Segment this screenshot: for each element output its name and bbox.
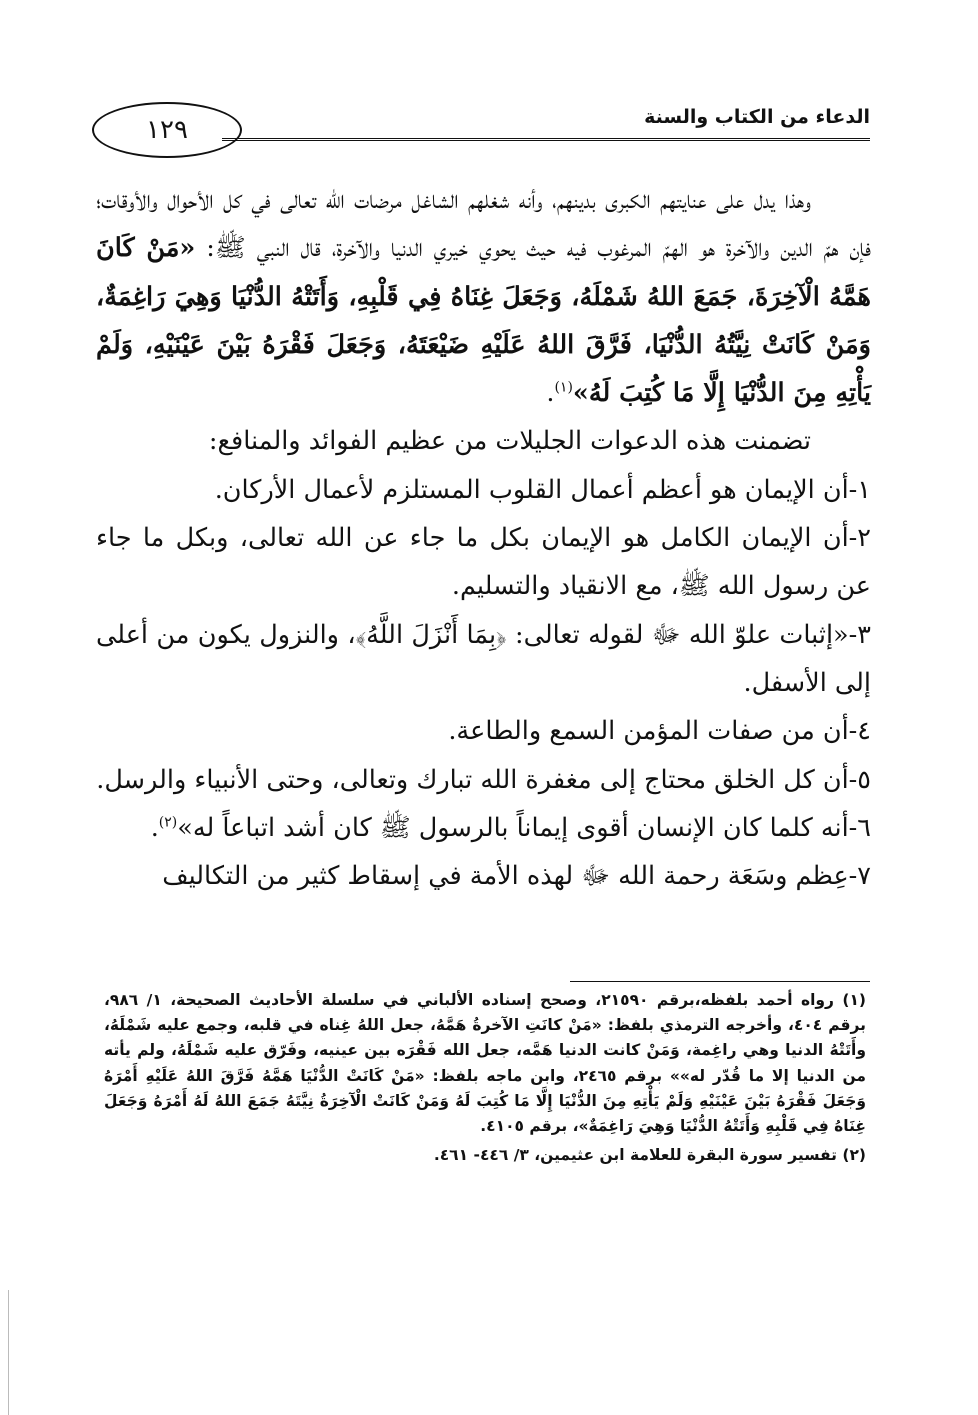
scan-edge-line xyxy=(8,1290,9,1415)
item-text: عِظم وسَعَة رحمة الله ﷻ لهذه الأمة في إسقاط كثير من التكاليف xyxy=(162,861,849,892)
benefits-intro: تضمنت هذه الدعوات الجليلات من عظيم الفوائد والمنافع: xyxy=(208,426,811,457)
hadith-quote: «مَنْ كَانَ هَمَّهُ الْآخِرَةَ، جَمَعَ اللهُ شَمْلَهُ، وَجَعَلَ غِنَاهُ فِي قَلْبِهِ، وَأَتَتْهُ الدُّنْيَا وَهِيَ رَاغِمَةٌ، وَمَنْ كَانَتْ نِيَّتُهُ الدُّنْيَا، فَرَّقَ اللهُ عَلَيْهِ ضَيْعَتَهُ، وَجَعَلَ فَقْرَهُ بَيْنَ عَيْنَيْهِ، وَلَمْ يَأْتِهِ مِنَ الدُّنْيَا إِلَّا مَا كُتِبَ لَهُ» xyxy=(96,233,871,409)
running-title: الدعاء من الكتاب والسنة xyxy=(644,106,870,128)
item-end: . xyxy=(150,812,159,843)
list-item xyxy=(96,514,871,611)
list-item xyxy=(96,756,871,804)
header-rule xyxy=(222,138,870,141)
item-number: ٦- xyxy=(848,812,871,843)
footnote-1: (١) رواه أحمد بلفظه،برقم ٢١٥٩٠، وصحح إسناده الألباني في سلسلة الأحاديث الصحيحة، ١/ ٩٨٦، برقم ٤٠٤، وأخرجه الترمذي بلفظ: «مَنْ كانَتِ الآخرةُ هَمَّهُ، جعل اللهُ غِناه في قلبه، وجمع عليه شَمْلَهُ، وأَتَتْهُ الدنيا وهي راغِمة، وَمَنْ كانت الدنيا هَمَّه، جعل الله فَقْرَه بين عينيه، وفَرّق عليه شَمْلَهُ، ولم يأته من الدنيا إلا ما قُدّر له»» برقم ٢٤٦٥، وابن ماجه بلفظ: «مَنْ كَانَتْ الدُّنْيَا هَمَّهُ فَرَّقَ اللهُ عَلَيْهِ أَمْرَهُ وَجَعَلَ فَقْرَهُ بَيْنَ عَيْنَيْهِ وَلَمْ يَأْتِهِ مِنَ الدُّنْيَا إِلَّا مَا كُتِبَ لَهُ وَمَنْ كَانَتْ الْآخِرَةُ نِيَّتَهُ جَمَعَ اللهُ لَهُ أَمْرَهُ وَجَعَلَ غِنَاهُ فِي قَلْبِهِ وَأَتَتْهُ الدُّنْيَا وَهِيَ رَاغِمَةٌ»، برقم ٤١٠٥. xyxy=(104,991,867,1136)
item-text: أن كل الخلق محتاج إلى مغفرة الله تبارك وتعالى، وحتى الأنبياء والرسل. xyxy=(96,764,849,795)
footnote-separator xyxy=(570,981,870,982)
item-number: ٥- xyxy=(848,764,871,795)
item-text: «إثبات علوّ الله ﷻ لقوله تعالى: ﴿بِمَا أَنْزَلَ اللَّهُ﴾، والنزول يكون من أعلى إلى الأسفل. xyxy=(96,619,871,698)
hadith-end: . xyxy=(546,378,555,409)
list-item xyxy=(96,466,871,514)
intro-text: وهذا يدل على عنايتهم الكبرى بدينهم، وأنه شغلهم الشاغل مرضات الله تعالى في كل الأحوال والأوقات؛ فإن همّ الدين والآخرة هو الهمّ المرغوب فيه حيث يحوي خيري الدنيا والآخرة، قال النبي ﷺ: xyxy=(96,185,871,264)
footnote-ref-2: (٢) xyxy=(158,814,178,831)
footnotes xyxy=(104,988,866,1168)
item-text: أن الإيمان هو أعظم أعمال القلوب المستلزم لأعمال الأركان. xyxy=(214,474,849,505)
item-number: ٣- xyxy=(848,619,871,650)
list-item xyxy=(96,707,871,755)
page-header xyxy=(92,100,870,162)
item-number: ٤- xyxy=(848,716,871,747)
list-item xyxy=(96,852,871,900)
item-text: أنه كلما كان الإنسان أقوى إيماناً بالرسول ﷺ كان أشد اتباعاً له» xyxy=(177,812,849,843)
item-number: ٢- xyxy=(848,523,871,554)
footnote-ref-1: (١) xyxy=(554,379,573,396)
item-number: ٧- xyxy=(848,861,871,892)
item-text: أن الإيمان الكامل هو الإيمان بكل ما جاء عن الله تعالى، وبكل ما جاء عن رسول الله ﷺ، مع الانقياد والتسليم. xyxy=(96,523,871,602)
intro-paragraph xyxy=(96,176,871,417)
main-text xyxy=(96,176,871,900)
footnote-2: (٢) تفسير سورة البقرة للعلامة ابن عثيمين، ٣/ ٤٤٦- ٤٦١. xyxy=(433,1146,866,1165)
benefits-list xyxy=(96,466,871,901)
list-item xyxy=(96,611,871,708)
item-number: ١- xyxy=(848,474,871,505)
item-text: أن من صفات المؤمن السمع والطاعة. xyxy=(448,716,849,747)
page-number: ١٢٩ xyxy=(92,102,242,158)
list-item xyxy=(96,804,871,852)
